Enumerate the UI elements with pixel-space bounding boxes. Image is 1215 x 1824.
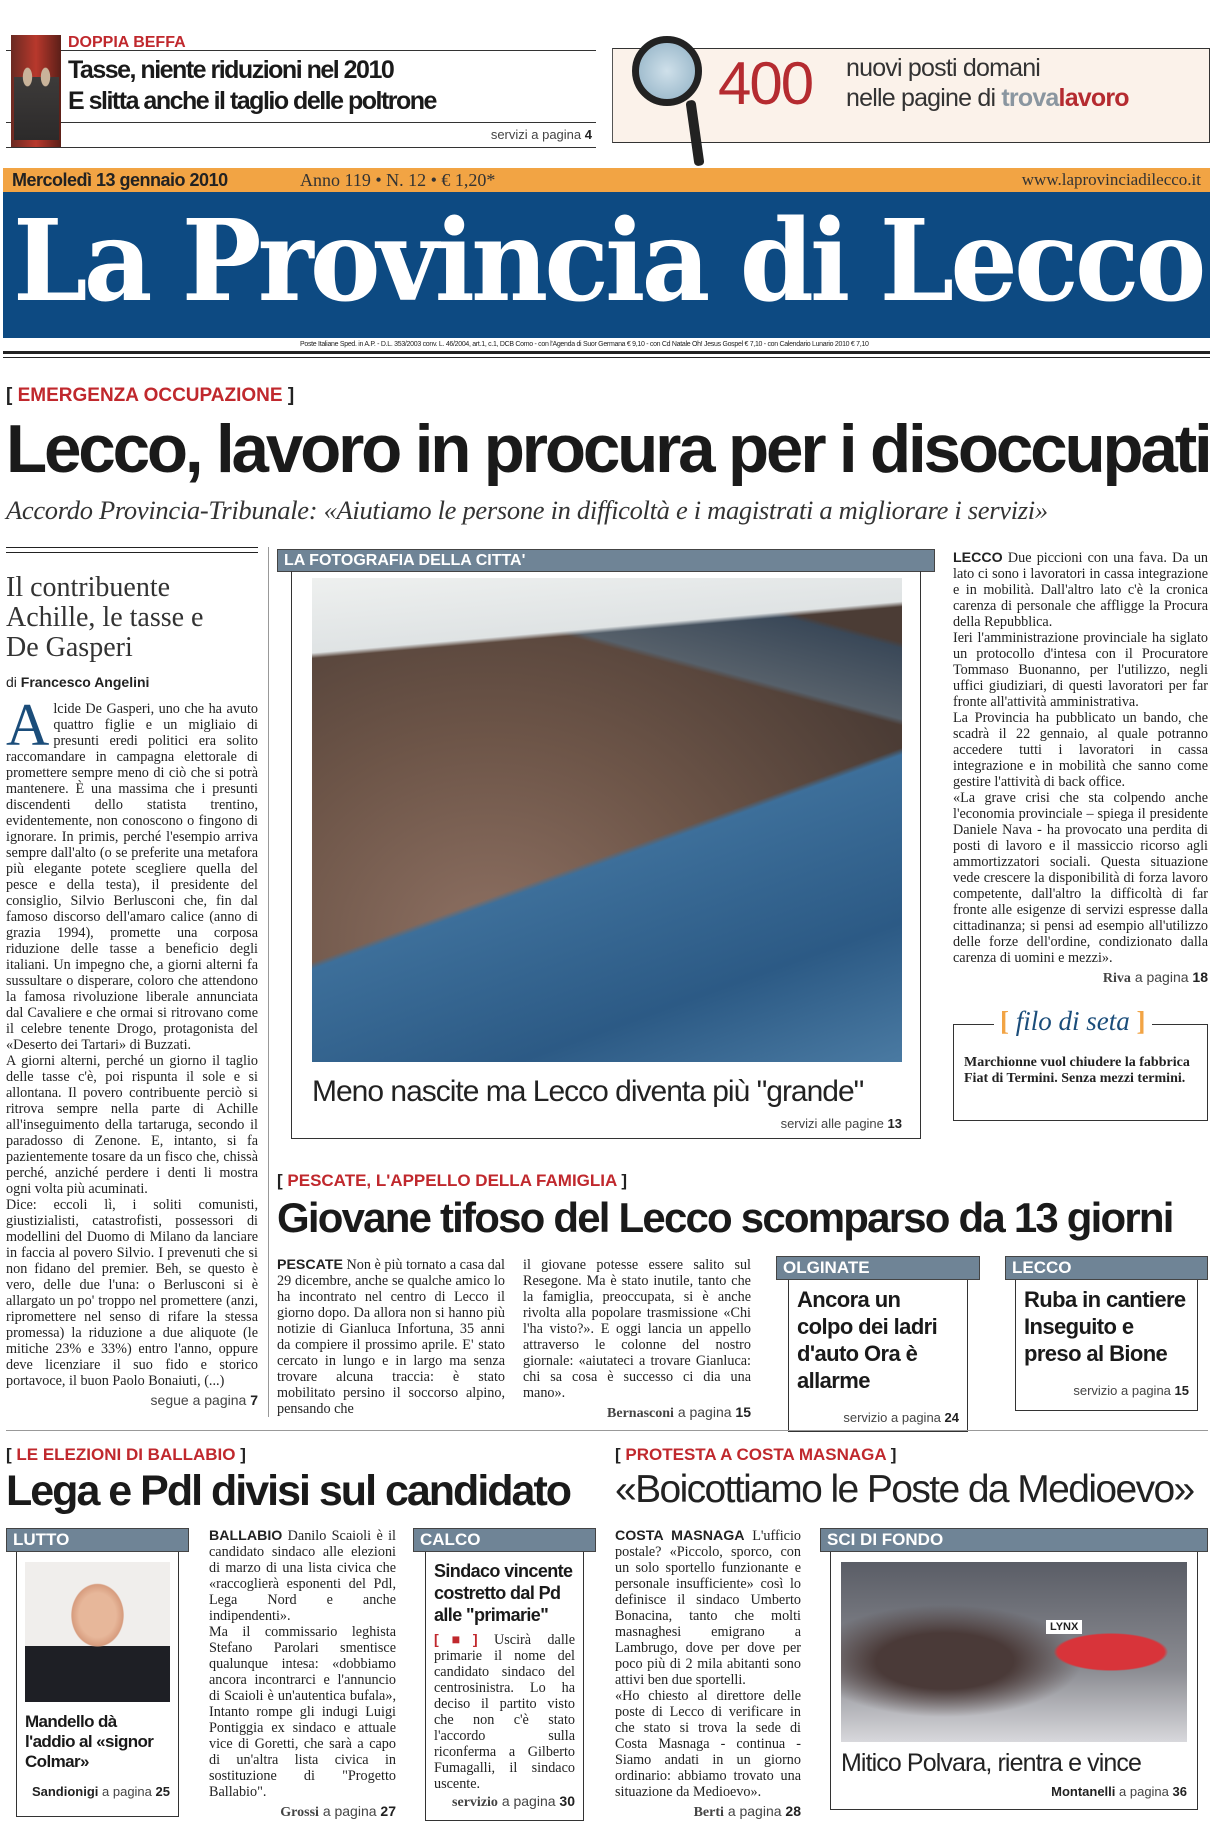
pescate-kicker: [ PESCATE, L'APPELLO DELLA FAMIGLIA ]	[277, 1171, 628, 1190]
dateline: COSTA MASNAGA	[615, 1528, 745, 1544]
ballabio-column	[209, 1528, 396, 1822]
ballabio-headline[interactable]: Lega e Pdl divisi sul candidato	[6, 1467, 571, 1515]
sci-caption: Mitico Polvara, rientra e vince	[841, 1749, 1142, 1777]
photo-tag: LA FOTOGRAFIA DELLA CITTA'	[277, 549, 935, 572]
paragraph: lcide De Gasperi, uno che ha avuto quattro figlie e un migliaio di presunti eredi politici era solito raccomandare in campagna elettorale di promettere sempre meno di ciò che si potrà mantenere. È una massima che i presunti discendenti dello statista trentino, evidentemente, non conoscono o fingono di ignorare. In primis, perché l'esempio arriva sempre dall'alto (o se preferite una metafora più elegante potete scegliere quella del pesce e della testa), il presidente del consiglio, Silvio Berlusconi che, fin dal famoso discorso dell'amaro calice (anno di grazia 1994), promette una corposa riduzione delle tasse a beneficio degli italiani. Un impegno che, a giorni alterni fa sussultare o disperare, coloro che attendono la famosa rivoluzione liberale annunciata dal Cavaliere e che ormai si ritrovano come il celebre tenente Drogo, protagonista del «Deserto dei Tartari» di Buzzati.	[6, 701, 258, 1053]
filo-text: Marchionne vuol chiudere la fabbrica Fiat di Termini. Senza mezzi termini.	[964, 1055, 1190, 1086]
author: Francesco Angelini	[20, 674, 150, 690]
ref-page: 13	[887, 1116, 902, 1131]
filo-title: [ filo di seta ]	[994, 1005, 1152, 1037]
sci-box[interactable]	[820, 1528, 1208, 1810]
photo-ref	[600, 1116, 902, 1132]
editorial-rule	[6, 547, 258, 553]
ref-text: servizio a pagina	[1073, 1383, 1171, 1398]
calco-box[interactable]	[413, 1528, 596, 1821]
ref-page: 28	[785, 1803, 801, 1819]
brief-headline: Ancora un colpo dei ladri d'auto Ora è allarme	[797, 1287, 938, 1393]
calco-headline: Sindaco vincente costretto dal Pd alle "primarie"	[434, 1561, 573, 1625]
editorial-title[interactable]: Il contribuente Achille, le tasse e De Gasperi	[6, 572, 204, 663]
promo-line-2	[846, 84, 1129, 113]
author: servizio	[452, 1795, 498, 1810]
column-divider	[268, 547, 269, 1417]
issue-number: Anno 119 • N. 12 • € 1,20*	[300, 170, 496, 190]
costa-body	[615, 1528, 801, 1800]
kicker-text: PROTESTA A COSTA MASNAGA	[625, 1445, 887, 1464]
sci-ref	[841, 1784, 1187, 1799]
paragraph: «Ho chiesto al direttore delle poste di Lecco di verificare in che stato si trova la sede di Costa Masnaga - continua - Siamo andati in un giorno ordinario: abbiamo trovato una situazione da Medioevo».	[615, 1688, 801, 1800]
teaser-photo-figures	[14, 50, 59, 140]
brand-a: trova	[1001, 84, 1059, 112]
pescate-col-1	[277, 1257, 505, 1417]
brief-ref	[1024, 1383, 1189, 1398]
ref-page: 30	[559, 1793, 575, 1809]
editorial-body	[6, 692, 258, 1389]
pescate-headline[interactable]: Giovane tifoso del Lecco scomparso da 13 giorni	[277, 1194, 1173, 1241]
lead-body	[953, 550, 1208, 966]
ref-page: 36	[1172, 1784, 1187, 1799]
ballabio-kicker: [ LE ELEZIONI DI BALLABIO ]	[6, 1445, 246, 1464]
masthead-title[interactable]: La Provincia di Lecco	[13, 196, 1203, 327]
dateline: PESCATE	[277, 1257, 343, 1273]
lutto-ref	[25, 1784, 170, 1799]
lead-column	[953, 550, 1208, 1121]
pescate-col-2-wrap	[523, 1257, 751, 1423]
editorial-byline	[6, 673, 258, 691]
ref-page: 25	[155, 1784, 170, 1799]
author: Riva	[1102, 971, 1131, 986]
brief-lecco[interactable]	[1005, 1256, 1208, 1411]
section-rule	[6, 1430, 1208, 1431]
lead-subhead: Accordo Provincia-Tribunale: «Aiutiamo le persone in difficoltà e i magistrati a migliorare i servizi»	[6, 495, 1048, 525]
paragraph: Dice: eccoli lì, i soliti comunisti, giustizialisti, catastrofisti, possessori di modellini del Duomo di Milano da lanciare in faccia al povero Silvio. I prevenuti che si non fidano del premier. Beh, se questo è vero, delle due l'una: o Berlusconi si è allargato un po' troppo nel promettere (anzi, ripromettere nel senso di rifare la stessa promessa) la riduzione a due aliquote (le mitiche 23% e 33%) entro l'anno, oppure deve licenziare il suo fido e storico portavoce, il buon Paolo Bonaiuti, (...)	[6, 1197, 258, 1389]
costa-ref[interactable]	[615, 1802, 801, 1822]
lead-kicker: [ EMERGENZA OCCUPAZIONE ]	[6, 385, 295, 406]
calco-frame	[425, 1552, 584, 1821]
brief-ref	[797, 1410, 959, 1425]
filo-title-text: filo di seta	[1015, 1006, 1130, 1036]
costa-headline[interactable]: «Boicottiamo le Poste da Medioevo»	[615, 1468, 1194, 1511]
ref-page: 15	[735, 1404, 751, 1420]
costa-headline-wrap	[615, 1467, 1210, 1513]
lutto-caption: Mandello dà l'addio al «signor Colmar»	[25, 1712, 154, 1771]
ref-page: 7	[250, 1392, 258, 1408]
bullet-icon: [■]	[434, 1632, 478, 1648]
ref-text: a pagina	[322, 1803, 377, 1819]
paragraph: Due piccioni con una fava. Da un lato ci sono i lavoratori in cassa integrazione e in mobilità. Dall'altro lato c'è la cronica carenza di personale che affligge la Procura della Repubblica.	[953, 550, 1209, 630]
bib-text: LYNX	[1046, 1620, 1082, 1634]
ballabio-body	[209, 1528, 396, 1800]
editorial-column	[6, 573, 258, 1409]
paragraph: A giorni alterni, perché un giorno il taglio delle tasse c'è, poi rispunta il sole e si allontana. Il povero contribuente perciò si ritrova sempre nella parte di Achille all'inseguimento della tartaruga, secondo il paradosso di Zenone. E, intanto, si fa pazientemente tosare da un fisco che, chissà perché, anziché perdere i denti li mostra ogni volta più acuminati.	[6, 1053, 258, 1197]
ref-page: 18	[1192, 969, 1208, 985]
brief-box	[788, 1280, 968, 1432]
paragraph: Uscirà dalle primarie il nome del candidato sindaco del centrosinistra. Lo ha deciso il partito visto che non c'è stato l'accordo sulla riconferma a Gilberto Fumagalli, il sindaco uscente.	[434, 1632, 575, 1792]
promo-prefix: nelle pagine di	[846, 84, 996, 112]
lead-ref[interactable]	[953, 968, 1208, 988]
dropcap: A	[6, 692, 50, 758]
dateline: BALLABIO	[209, 1528, 283, 1544]
calco-tag: CALCO	[413, 1528, 596, 1552]
trovalavoro-logo[interactable]	[1001, 84, 1128, 112]
author: Bernasconi	[607, 1406, 674, 1421]
dateline: LECCO	[953, 550, 1003, 566]
brief-box	[1015, 1280, 1198, 1411]
teaser-ref	[380, 127, 592, 142]
brief-headline: Ruba in cantiere Inseguito e preso al Bione	[1024, 1287, 1186, 1366]
calco-body	[434, 1632, 575, 1792]
costa-kicker: [ PROTESTA A COSTA MASNAGA ]	[615, 1445, 897, 1464]
photo-caption[interactable]: Meno nascite ma Lecco diventa più "grande"	[312, 1075, 864, 1108]
kicker-text: PESCATE, L'APPELLO DELLA FAMIGLIA	[287, 1171, 617, 1190]
brief-olginate[interactable]	[776, 1256, 980, 1432]
paragraph: Danilo Scaioli è il candidato sindaco alle elezioni di marzo di una lista civica che «raccoglierà esponenti del Pdl, Lega Nord e anche indipendenti».	[209, 1528, 396, 1624]
lutto-box[interactable]	[6, 1528, 189, 1817]
promo-line-1: nuovi posti domani	[846, 54, 1041, 82]
website-link[interactable]: www.laprovinciadilecco.it	[1021, 170, 1201, 189]
by: di	[6, 674, 17, 690]
editorial-ref[interactable]	[6, 1391, 258, 1409]
author: Grossi	[280, 1805, 319, 1820]
paragraph: Non è più tornato a casa dal 29 dicembre, anche se qualche amico lo ha incontrato nel centro di Lecco il giorno dopo. Da allora non si hanno più notizie di Gianluca Infortuna, 35 anni da compiere il prossimo aprile. E' stato cercato in lungo e in largo ma senza trovare alcuna traccia: è stato mobilitato persino il soccorso alpino, pensando che	[277, 1257, 505, 1417]
lutto-tag: LUTTO	[6, 1528, 189, 1552]
ref-text: a pagina	[1119, 1784, 1169, 1799]
portrait-photo	[25, 1562, 170, 1702]
ballabio-headline-wrap	[6, 1466, 596, 1516]
kicker-text: EMERGENZA OCCUPAZIONE	[17, 385, 283, 406]
ref-text: servizi a pagina	[490, 127, 582, 142]
author: Berti	[693, 1805, 724, 1820]
teaser-ref-rule	[6, 122, 596, 123]
skier-photo	[841, 1562, 1187, 1742]
paragraph: L'ufficio postale? «Piccolo, sporco, con un solo sportello funzionante e personale insufficiente» così lo definisce il sindaco Umberto Bonacina, tanto che molti masnaghesi emigrano a Lambrugo, dove per dove per poco più di 2 mila abitanti sono attivi ben due sportelli.	[615, 1528, 801, 1688]
teaser-headline-2[interactable]: E slitta anche il taglio delle poltrone	[68, 87, 436, 115]
legal-line: Poste Italiane Sped. in A.P. - D.L. 353/2003 conv. L. 46/2004, art.1, c.1, DCB Como - con l'Agenda di Suor Germana € 9,10 - con Cd Natale Oh! Jesus Gospel € 7,10 - con Calendario Lunario 2010 € 7,10	[300, 341, 869, 348]
ref-text: a pagina	[102, 1784, 152, 1799]
ref-page: 27	[380, 1803, 396, 1819]
photo-caption-wrap	[312, 1074, 902, 1109]
ref-page: 4	[584, 127, 592, 142]
ref-page: 24	[944, 1410, 959, 1425]
paragraph: Ieri l'amministrazione provinciale ha siglato un protocollo d'intesa con il Procuratore Tommaso Buonanno, per l'utilizzo, negli uffici giudiziari, di questi lavoratori per far fronte all'attività amministrativa.	[953, 630, 1208, 710]
lecco-city-photo[interactable]	[312, 578, 902, 1062]
lead-headline-wrap	[6, 410, 1210, 488]
paragraph: «La grave crisi che sta colpendo anche l'economia provinciale – spiega il presidente Daniele Nava - ha provocato una perdita di posti di lavoro e il massiccio ricorso agli ammortizzatori sociali. Questa situazione vede crescere la disponibilità di forza lavoro competente, dall'altro la difficoltà di far fronte alle esigenze di servizi espresse dalla cittadinanza; si pensi ad esempio all'utilizzo delle forze dell'ordine, condizionato dalla carenza di uomini e mezzi».	[953, 790, 1208, 966]
paragraph: Ma il commissario leghista Stefano Parolari smentisce qualunque intesa: «dobbiamo ancora incontrarci e l'annuncio di Scaioli è un'autentica bufala», Intanto rompe gli indugi Luigi Pontiggia ex sindaco e attuale vice di Goretti, che sarà a capo di un'altra lista civica in sostituzione di "Progetto Ballabio".	[209, 1624, 396, 1800]
ref-text: servizio a pagina	[843, 1410, 941, 1425]
pescate-col-2: il giovane potesse essere salito sul Resegone. Ma è stato inutile, tanto che la famiglia, preoccupata, si è anche rivolta alla popolare trasmissione «Chi l'ha visto?». E oggi lancia un appello attraverso le colonne del nostro giornale: «aiutateci a trovare Gianluca: chi sa cosa è successo ci dia una mano».	[523, 1257, 751, 1401]
ballabio-ref[interactable]	[209, 1802, 396, 1822]
promo-number: 400	[718, 50, 813, 117]
teaser-kicker: DOPPIA BEFFA	[68, 34, 186, 51]
paragraph: La Provincia ha pubblicato un bando, che scadrà il 22 gennaio, al quale potranno accedere tutti i lavoratori in cassa integrazione e in mobilità che sanno come gestire l'attività di back office.	[953, 710, 1208, 790]
lutto-frame	[16, 1552, 179, 1817]
lead-subhead-wrap	[6, 494, 1210, 526]
masthead-bar	[3, 192, 1210, 338]
kicker-text: LE ELEZIONI DI BALLABIO	[16, 1445, 236, 1464]
pescate-headline-wrap	[277, 1194, 1210, 1242]
brand-b: lavoro	[1058, 84, 1129, 112]
ref-text: a pagina	[727, 1803, 782, 1819]
teaser-headline-1[interactable]: Tasse, niente riduzioni nel 2010	[68, 56, 394, 84]
pescate-ref[interactable]	[523, 1403, 751, 1423]
filo-box	[953, 1006, 1208, 1121]
masthead-rule	[3, 351, 1210, 358]
ref-text: a pagina	[1134, 969, 1189, 985]
sci-frame	[830, 1552, 1198, 1810]
ref-page: 15	[1174, 1383, 1189, 1398]
magnifier-icon	[632, 36, 702, 106]
ref-text: a pagina	[501, 1793, 556, 1809]
author: Sandionigi	[31, 1784, 99, 1799]
costa-column	[615, 1528, 801, 1822]
brief-tag: OLGINATE	[776, 1256, 980, 1280]
lead-headline[interactable]: Lecco, lavoro in procura per i disoccupati	[6, 411, 1210, 487]
author: Montanelli	[1051, 1784, 1116, 1799]
brief-tag: LECCO	[1005, 1256, 1208, 1280]
ref-text: segue a pagina	[150, 1392, 247, 1408]
ref-text: a pagina	[677, 1404, 732, 1420]
sci-tag: SCI DI FONDO	[820, 1528, 1208, 1552]
ref-text: servizi alle pagine	[780, 1116, 884, 1131]
issue-date: Mercoledì 13 gennaio 2010	[12, 170, 228, 190]
calco-ref	[434, 1792, 575, 1812]
